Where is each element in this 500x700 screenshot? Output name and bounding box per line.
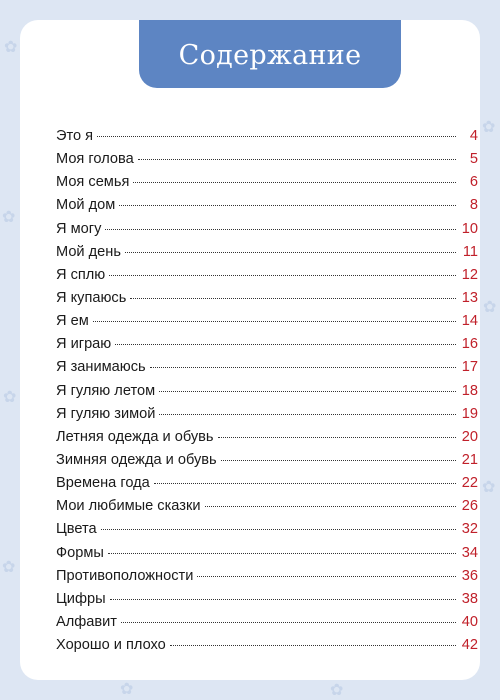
toc-entry-page-number: 12 [461,266,478,283]
toc-entry-page-number: 21 [461,451,478,468]
toc-entry-title: Я сплю [56,266,106,283]
toc-entry-title: Я ем [56,313,89,330]
dot-leader [109,275,456,276]
toc-entry-title: Мой день [56,243,121,260]
toc-entry-page-number: 40 [461,613,478,630]
toc-entry[interactable] [56,637,478,660]
toc-entry[interactable] [56,406,478,429]
toc-entry[interactable] [56,128,478,151]
toc-entry-title: Моя голова [56,151,134,168]
dot-leader [101,529,456,530]
toc-entry-page-number: 32 [461,521,478,538]
toc-entry-page-number: 11 [462,243,478,260]
dot-leader [138,159,456,160]
dot-leader [110,599,456,600]
toc-entry[interactable] [56,475,478,498]
toc-entry-title: Противоположности [56,567,194,584]
toc-entry-page-number: 36 [461,567,478,584]
toc-entry-page-number: 18 [461,382,478,399]
toc-entry-title: Летняя одежда и обувь [56,428,214,445]
toc-entry-page-number: 5 [469,151,478,168]
toc-entry-title: Мой дом [56,197,116,214]
toc-entry-page-number: 20 [461,428,478,445]
flower-icon: ✿ [120,681,134,698]
flower-icon: ✿ [4,39,18,56]
dot-leader [108,553,456,554]
toc-entry-page-number: 42 [461,637,478,654]
dot-leader [170,645,456,646]
dot-leader [159,391,456,392]
toc-entry[interactable] [56,336,478,359]
table-of-contents [56,128,478,660]
toc-entry[interactable] [56,521,478,544]
toc-entry[interactable] [56,151,478,174]
toc-entry-page-number: 8 [469,197,478,214]
toc-entry-title: Я гуляю зимой [56,405,156,422]
dot-leader [133,182,456,183]
dot-leader [130,298,456,299]
dot-leader [197,576,456,577]
toc-entry-page-number: 13 [461,289,478,306]
toc-entry-title: Моя семья [56,174,130,191]
dot-leader [97,136,456,137]
toc-entry-page-number: 14 [461,313,478,330]
page-title: Содержание [178,39,362,71]
toc-entry-title: Зимняя одежда и обувь [56,451,217,468]
toc-entry-page-number: 22 [461,475,478,492]
toc-entry-page-number: 6 [469,174,478,191]
toc-entry-page-number: 17 [461,359,478,376]
toc-entry-title: Цифры [56,590,106,607]
toc-entry[interactable] [56,383,478,406]
toc-entry[interactable] [56,591,478,614]
toc-entry-title: Я занимаюсь [56,359,146,376]
dot-leader [150,367,456,368]
flower-icon: ✿ [483,299,497,316]
flower-icon: ✿ [482,119,496,136]
dot-leader [205,506,457,507]
toc-entry-title: Хорошо и плохо [56,637,166,654]
toc-entry[interactable] [56,568,478,591]
toc-entry-page-number: 10 [461,220,478,237]
toc-entry[interactable] [56,359,478,382]
toc-entry[interactable] [56,614,478,637]
toc-entry[interactable] [56,545,478,568]
toc-entry-page-number: 38 [461,590,478,607]
toc-entry[interactable] [56,174,478,197]
toc-entry[interactable] [56,267,478,290]
header-tab [139,20,401,88]
toc-entry-page-number: 19 [461,405,478,422]
toc-entry[interactable] [56,244,478,267]
dot-leader [125,252,456,253]
dot-leader [115,344,456,345]
toc-entry-page-number: 26 [461,498,478,515]
dot-leader [154,483,456,484]
toc-entry[interactable] [56,197,478,220]
toc-entry[interactable] [56,429,478,452]
flower-icon: ✿ [482,479,496,496]
toc-entry-title: Я могу [56,220,102,237]
dot-leader [105,229,456,230]
toc-entry-title: Алфавит [56,613,117,630]
toc-entry[interactable] [56,290,478,313]
dot-leader [221,460,456,461]
contents-card [20,20,480,680]
flower-icon: ✿ [3,389,17,406]
flower-icon: ✿ [330,682,344,699]
toc-entry-page-number: 16 [461,336,478,353]
toc-entry-title: Это я [56,128,94,144]
flower-icon: ✿ [2,209,16,226]
toc-entry-page-number: 34 [461,544,478,561]
dot-leader [121,622,456,623]
toc-entry-title: Я гуляю летом [56,382,156,399]
toc-entry[interactable] [56,313,478,336]
toc-entry-title: Я играю [56,336,112,353]
flower-icon: ✿ [2,559,16,576]
toc-entry-title: Я купаюсь [56,289,127,306]
toc-entry-title: Мои любимые сказки [56,498,201,515]
toc-entry-title: Формы [56,544,104,561]
toc-entry[interactable] [56,221,478,244]
toc-entry[interactable] [56,452,478,475]
toc-entry[interactable] [56,498,478,521]
toc-entry-page-number: 4 [469,128,478,144]
dot-leader [218,437,456,438]
dot-leader [119,205,456,206]
toc-entry-title: Времена года [56,475,150,492]
dot-leader [93,321,456,322]
toc-entry-title: Цвета [56,521,97,538]
dot-leader [159,414,456,415]
